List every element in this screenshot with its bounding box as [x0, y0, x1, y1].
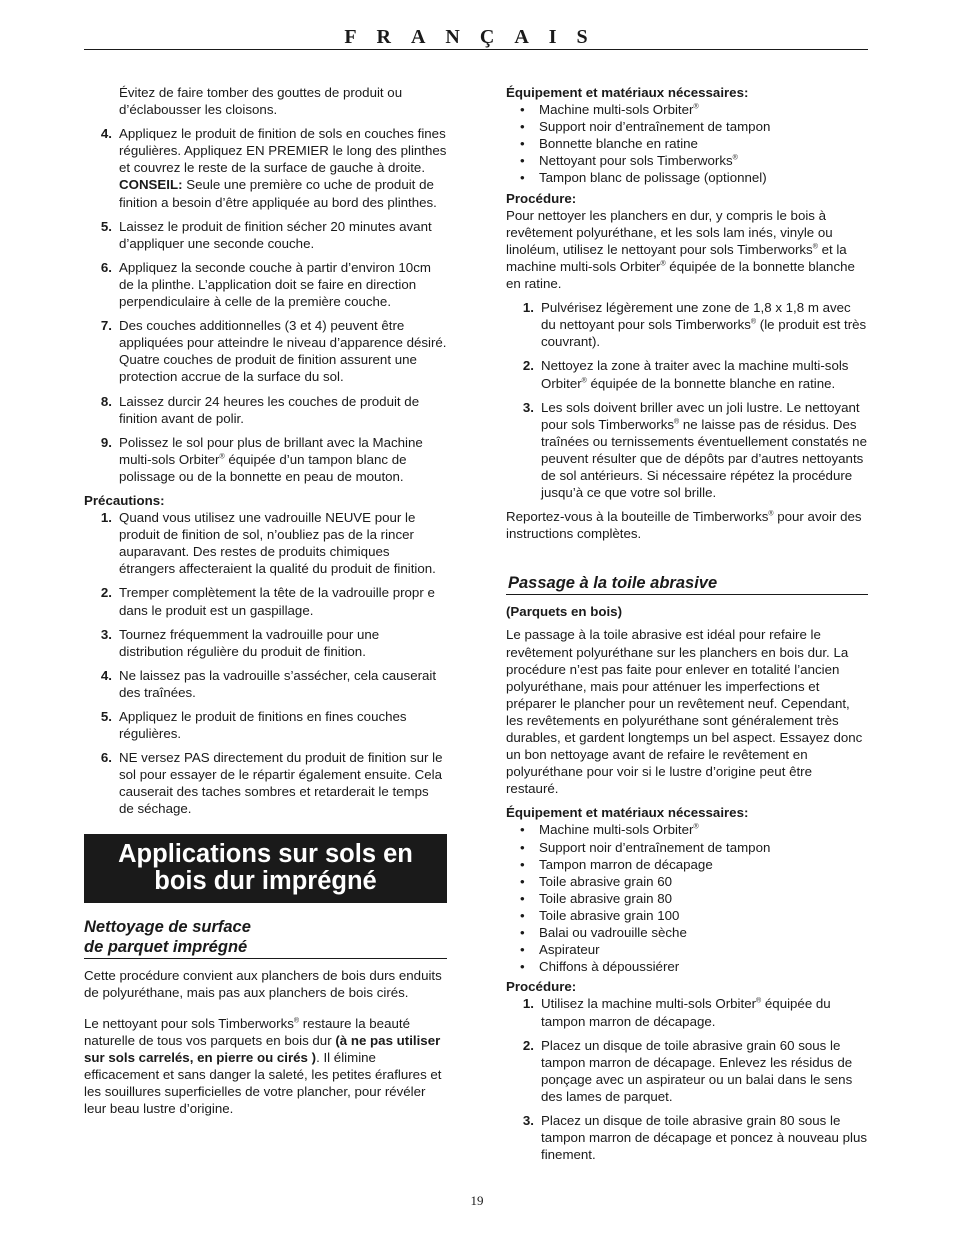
- list-item: 2. Nettoyez la zone à traiter avec la machine multi-sols Orbiter® équipée de la bonnette blanche en ratine.: [522, 358, 849, 391]
- sanding-heading: Passage à la toile abrasive: [506, 573, 868, 595]
- precautions-list: [84, 509, 447, 818]
- banner-line: Applications sur sols en: [118, 839, 413, 868]
- paragraph: Le nettoyant pour sols Timberworks® restaure la beauté naturelle de tous vos parquets en bois dur (à ne pas utiliser sur sols carrelés, en pierre ou cirés ). Il élimine efficacement et sans danger la saleté, les petites éraflures et les souillures superficielles de votre plancher, pour révéler leur beau lustre d’origine.: [84, 1015, 442, 1117]
- list-item: 3. Les sols doivent briller avec un joli lustre. Le nettoyant pour sols Timberworks® ne laisse pas de résidus. Des traînées ou ternissements éventuellement constatés ne peuvent résulter que de dépôts par d’autres nettoyants de sol antérieurs. Si nécessaire répétez la procédure jusqu’à ce que votre sol brille.: [522, 399, 867, 501]
- precautions-heading: Précautions:: [84, 492, 165, 508]
- list-item: • Tampon blanc de polissage (optionnel): [506, 169, 868, 186]
- list-item: 1. Pulvérisez légèrement une zone de 1,8 x 1,8 m avec du nettoyant pour sols Timberworks® (le produit est très couvrant).: [522, 300, 867, 350]
- procedure-heading: Procédure:: [506, 190, 577, 206]
- list-item: 5. Appliquez le produit de finitions en fines couches régulières.: [100, 709, 407, 742]
- list-item: • Chiffons à dépoussiérer: [506, 958, 868, 975]
- left-column: [84, 84, 447, 1117]
- paragraph: Pour nettoyer les planchers en dur, y compris le bois à revêtement polyuréthane, et les sols lam inés, vinyle ou linoléum, utilisez le nettoyant pour sols Timberworks® et la machine multi-sols Orbiter® équipée de la bonnette blanche en ratine.: [506, 207, 855, 292]
- list-item: 9. Polissez le sol pour plus de brillant avec la Machine multi-sols Orbiter® équipée d’un tampon blanc de polissage ou de la bonnette en peau de mouton.: [100, 434, 423, 484]
- list-item: • Toile abrasive grain 80: [506, 890, 868, 907]
- cleaning-steps: [506, 299, 868, 501]
- list-item: 5. Laissez le produit de finition sécher 20 minutes avant d’appliquer une seconde couche.: [100, 218, 432, 251]
- section-banner: [84, 834, 447, 903]
- list-item: • Support noir d’entraînement de tampon: [506, 839, 868, 856]
- list-item: • Aspirateur: [506, 941, 868, 958]
- finish-steps: [84, 125, 447, 485]
- list-item: 4. Appliquez le produit de finition de sols en couches fines régulières. Appliquez EN PREMIER le long des plinthes et couvrez le reste de la surface de gauche à droite. CONSEIL: Seule une première co uche de produit de finition a besoin d’être appliquée au bord des plinthes.: [100, 126, 447, 210]
- list-item: 6. Appliquez la seconde couche à partir d’environ 10cm de la plinthe. L’application doit se faire en direction perpendiculaire à celle de la première couche.: [100, 259, 431, 310]
- list-item: 2. Tremper complètement la tête de la vadrouille propr e dans le produit est un gaspillage.: [100, 585, 435, 618]
- list-item: 3. Placez un disque de toile abrasive grain 80 sous le tampon marron de décapage et poncez à nouveau plus finement.: [522, 1112, 868, 1163]
- header-rule: [84, 49, 868, 50]
- equipment-list: [506, 101, 868, 186]
- sanding-subheading: (Parquets en bois): [506, 604, 622, 620]
- paragraph: Le passage à la toile abrasive est idéal pour refaire le revêtement polyuréthane sur les planchers en bois dur. La procédure n’est pas faite pour enlever en totalité l’ancien polyuréthane, mais pour atténuer les imperfections et préparer le plancher pour un revêtement neuf. Cependant, les revêtements en polyuréthane sont généralement très durables, et gardent longtemps un bel aspect. Essayez donc un bon nettoyage avant de refaire le revêtement en polyuréthane pour voir si le lustre d’origine peut être restauré.: [506, 627, 863, 797]
- page-header: FRANÇAIS: [344, 26, 608, 48]
- list-item: 1. Quand vous utilisez une vadrouille NEUVE pour le produit de finition de sol, n’oubliez pas de la rincer auparavant. Des restes de produits chimiques étrangers affecteraient la qualité du produit de finition.: [100, 510, 436, 577]
- list-item: 7. Des couches additionnelles (3 et 4) peuvent être appliquées pour atteindre le niveau d’apparence désiré. Quatre couches de produit de finition assurent une protection accrue de la surface du sol.: [100, 318, 447, 385]
- equipment-heading: Équipement et matériaux nécessaires:: [506, 85, 749, 100]
- list-item: • Machine multi-sols Orbiter®: [506, 101, 868, 118]
- list-item: • Balai ou vadrouille sèche: [506, 924, 868, 941]
- list-item: 1. Utilisez la machine multi-sols Orbiter® équipée du tampon marron de décapage.: [522, 996, 831, 1029]
- equipment-heading: Équipement et matériaux nécessaires:: [506, 805, 749, 821]
- equipment-list: [506, 821, 868, 975]
- list-item: 3. Tournez fréquemment la vadrouille pour une distribution régulière du produit de finition.: [100, 626, 380, 659]
- list-item: • Nettoyant pour sols Timberworks®: [506, 152, 868, 169]
- paragraph: Cette procédure convient aux planchers de bois durs enduits de polyuréthane, mais pas aux planchers de bois cirés.: [84, 967, 442, 1000]
- list-item: • Toile abrasive grain 100: [506, 907, 868, 924]
- list-item: • Bonnette blanche en ratine: [506, 135, 868, 152]
- list-item: 4. Ne laissez pas la vadrouille s’assécher, cela causerait des traînées.: [100, 667, 437, 700]
- banner-line: bois dur imprégné: [154, 866, 377, 895]
- right-column: [506, 84, 868, 1170]
- list-item: 8. Laissez durcir 24 heures les couches de produit de finition avant de polir.: [100, 393, 420, 426]
- page-number: 19: [470, 1193, 484, 1208]
- list-item: • Support noir d’entraînement de tampon: [506, 118, 868, 135]
- intro-text: Évitez de faire tomber des gouttes de produit ou d’éclabousser les cloisons.: [119, 85, 403, 118]
- paragraph: Reportez-vous à la bouteille de Timberworks® pour avoir des instructions complètes.: [506, 509, 862, 542]
- list-item: 2. Placez un disque de toile abrasive grain 60 sous le tampon marron de décapage. Enlevez les résidus de ponçage avec un aspirateur ou un balai dans le sens des lames de parquet.: [522, 1037, 853, 1104]
- list-item: • Tampon marron de décapage: [506, 856, 868, 873]
- list-item: 6. NE versez PAS directement du produit de finition sur le sol pour essayer de le répartir également ensuite. Cela causerait des taches sombres et retarderait le temps de séchage.: [100, 750, 443, 817]
- procedure-heading: Procédure:: [506, 979, 577, 995]
- sanding-steps: [506, 995, 868, 1163]
- subsection-heading: Nettoyage de surface de parquet imprégné: [84, 917, 447, 959]
- list-item: • Machine multi-sols Orbiter®: [506, 821, 868, 838]
- list-item: • Toile abrasive grain 60: [506, 873, 868, 890]
